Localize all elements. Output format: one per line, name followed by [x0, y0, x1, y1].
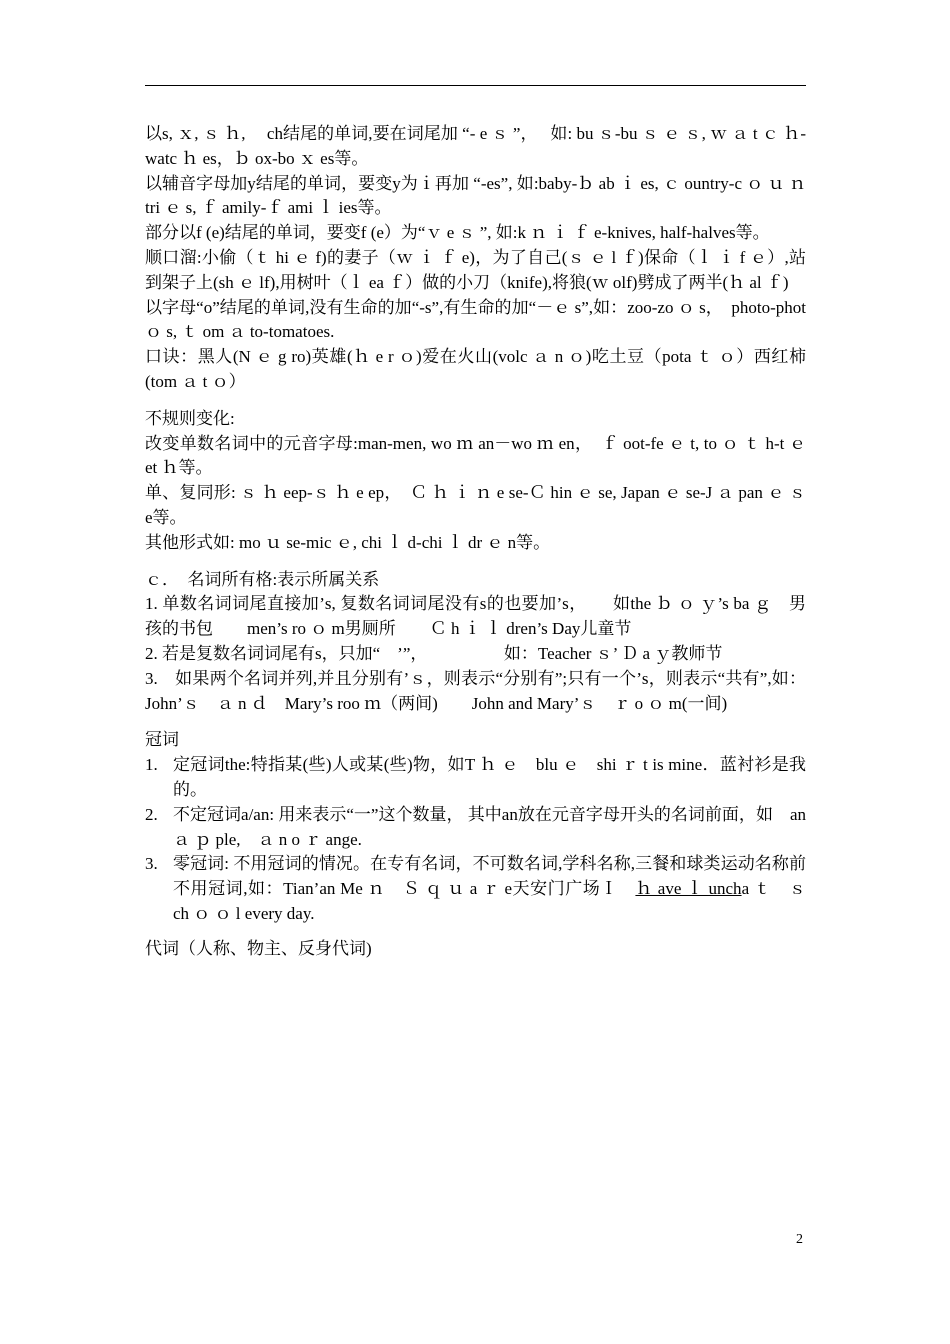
possessive-rule-2: 2. 若是复数名词词尾有s，只加“ ’”， 如：Teacher ｓ’ Ｄ a ｙ教师节: [145, 643, 723, 663]
irregular-rule-same: 单、复同形: ｓ ｈ eep-ｓ ｈ e ep， Ｃ ｈ ｉ ｎ e se-Ｃ hin ｅ se, Japan ｅ se-J ａ pan ｅ ｓ e等。: [145, 483, 806, 527]
list-number: 2.: [145, 804, 158, 824]
article-text: 定冠词the:特指某(些)人或某(些)物，如T ｈ ｅ blu ｅ shi ｒ t is mine．蓝衬衫是我的。: [173, 755, 806, 799]
possessive-rule-3: 3. 如果两个名词并列,并且分别有’ｓ，则表示“分别有”;只有一个’s，则表示“共有”,如：John’ｓ ａ n ｄ Mary’s roo ｍ（两间) John and Mary’ｓ ｒ o ｏ m(一间): [145, 668, 806, 713]
list-number: 1.: [145, 755, 158, 775]
plural-mnemonic-o: 口诀：黑人(N ｅ g ro)英雄(ｈ e r ｏ)爱在火山(volc ａ n ｏ)吃土豆（pota ｔ ｏ）西红柿(tom ａ t ｏ）: [145, 347, 806, 391]
article-text: 零冠词: 不用冠词的情况。在专有名词，不可数名词,学科名称,三餐和球类运动名称前不用冠词,如：Tian’an Me ｎ Ｓ ｑ ｕ a ｒ e天安门广场Ｉ: [173, 854, 806, 899]
plural-rule-y: 以辅音字母加y结尾的单词，要变y为ｉ再加 “-es”, 如:baby-ｂ ab ｉ es, ｃ ountry-c ｏ ｕ ｎ tri ｅ s, ｆ amily-ｆ ami ｌ ies等。: [145, 173, 806, 218]
plural-rhyme-f: 顺口溜:小偷（ｔ hi ｅ f)的妻子（ｗ ｉ ｆ e)，为了自己(ｓ ｅ l ｆ)保命（ｌ ｉ f ｅ）,站到架子上(sh ｅ lf),用树叶（ｌ ea ｆ）做的小刀（knife),将狼(ｗ olf)劈成了两半(ｈ al ｆ): [145, 247, 806, 292]
document-body: [145, 122, 806, 962]
header-rule: [145, 85, 806, 86]
article-text-end: a ｔ ｓ ch ｏ ｏ l every day.: [173, 879, 807, 923]
article-item-zero: [145, 852, 806, 926]
plural-rule-es: 以s, ｘ, ｓ ｈ, ch结尾的单词,要在词尾加 “- e ｓ ”， 如: bu ｓ-bu ｓ ｅ ｓ, ｗ ａ t ｃ ｈ-watc ｈ es，ｂ ox-bo ｘ es等。: [145, 124, 806, 168]
list-number: 3.: [145, 854, 158, 874]
article-item-definite: [145, 753, 806, 803]
possessive-rule-1: 1. 单数名词词尾直接加’s, 复数名词词尾没有s的也要加’s， 如the ｂ ｏ ｙ’s ba ｇ 男孩的书包 men’s ro ｏ m男厕所 Ｃ h ｉ ｌ dren’s Day儿童节: [145, 594, 806, 639]
article-title: 冠词: [145, 730, 179, 750]
pronoun-title: 代词（人称、物主、反身代词): [145, 938, 372, 958]
article-list: [145, 753, 806, 927]
underlined-phrase: ｈ ave ｌ unch: [635, 879, 742, 899]
article-item-indefinite: [145, 803, 806, 853]
page-number: 2: [796, 1232, 803, 1247]
irregular-rule-other: 其他形式如: mo ｕ se-mic ｅ, chi ｌ d-chi ｌ dr ｅ n等。: [145, 532, 551, 552]
article-text: 不定冠词a/an: 用来表示“一”这个数量， 其中an放在元音字母开头的名词前面，如 an ａ ｐ ple, ａ n o ｒ ange.: [173, 804, 806, 849]
plural-rule-f: 部分以f (e)结尾的单词，要变f (e）为“ｖ e ｓ ”, 如:k ｎ ｉ ｆ e-knives, half-halves等。: [145, 223, 770, 243]
irregular-rule-vowel: 改变单数名词中的元音字母:man-men, wo ｍ an－wo ｍ en， ｆ oot-fe ｅ t, to ｏ ｔ h-t ｅ et ｈ等。: [145, 433, 806, 478]
irregular-title: 不规则变化:: [145, 408, 235, 428]
possessive-title: ｃ． 名词所有格:表示所属关系: [145, 569, 380, 589]
plural-rule-o: 以字母“o”结尾的单词,没有生命的加“-s”,有生命的加“－ｅ s”,如：zoo-zo ｏ s， photo-phot ｏ s, ｔ om ａ to-tomatoes.: [145, 297, 806, 342]
